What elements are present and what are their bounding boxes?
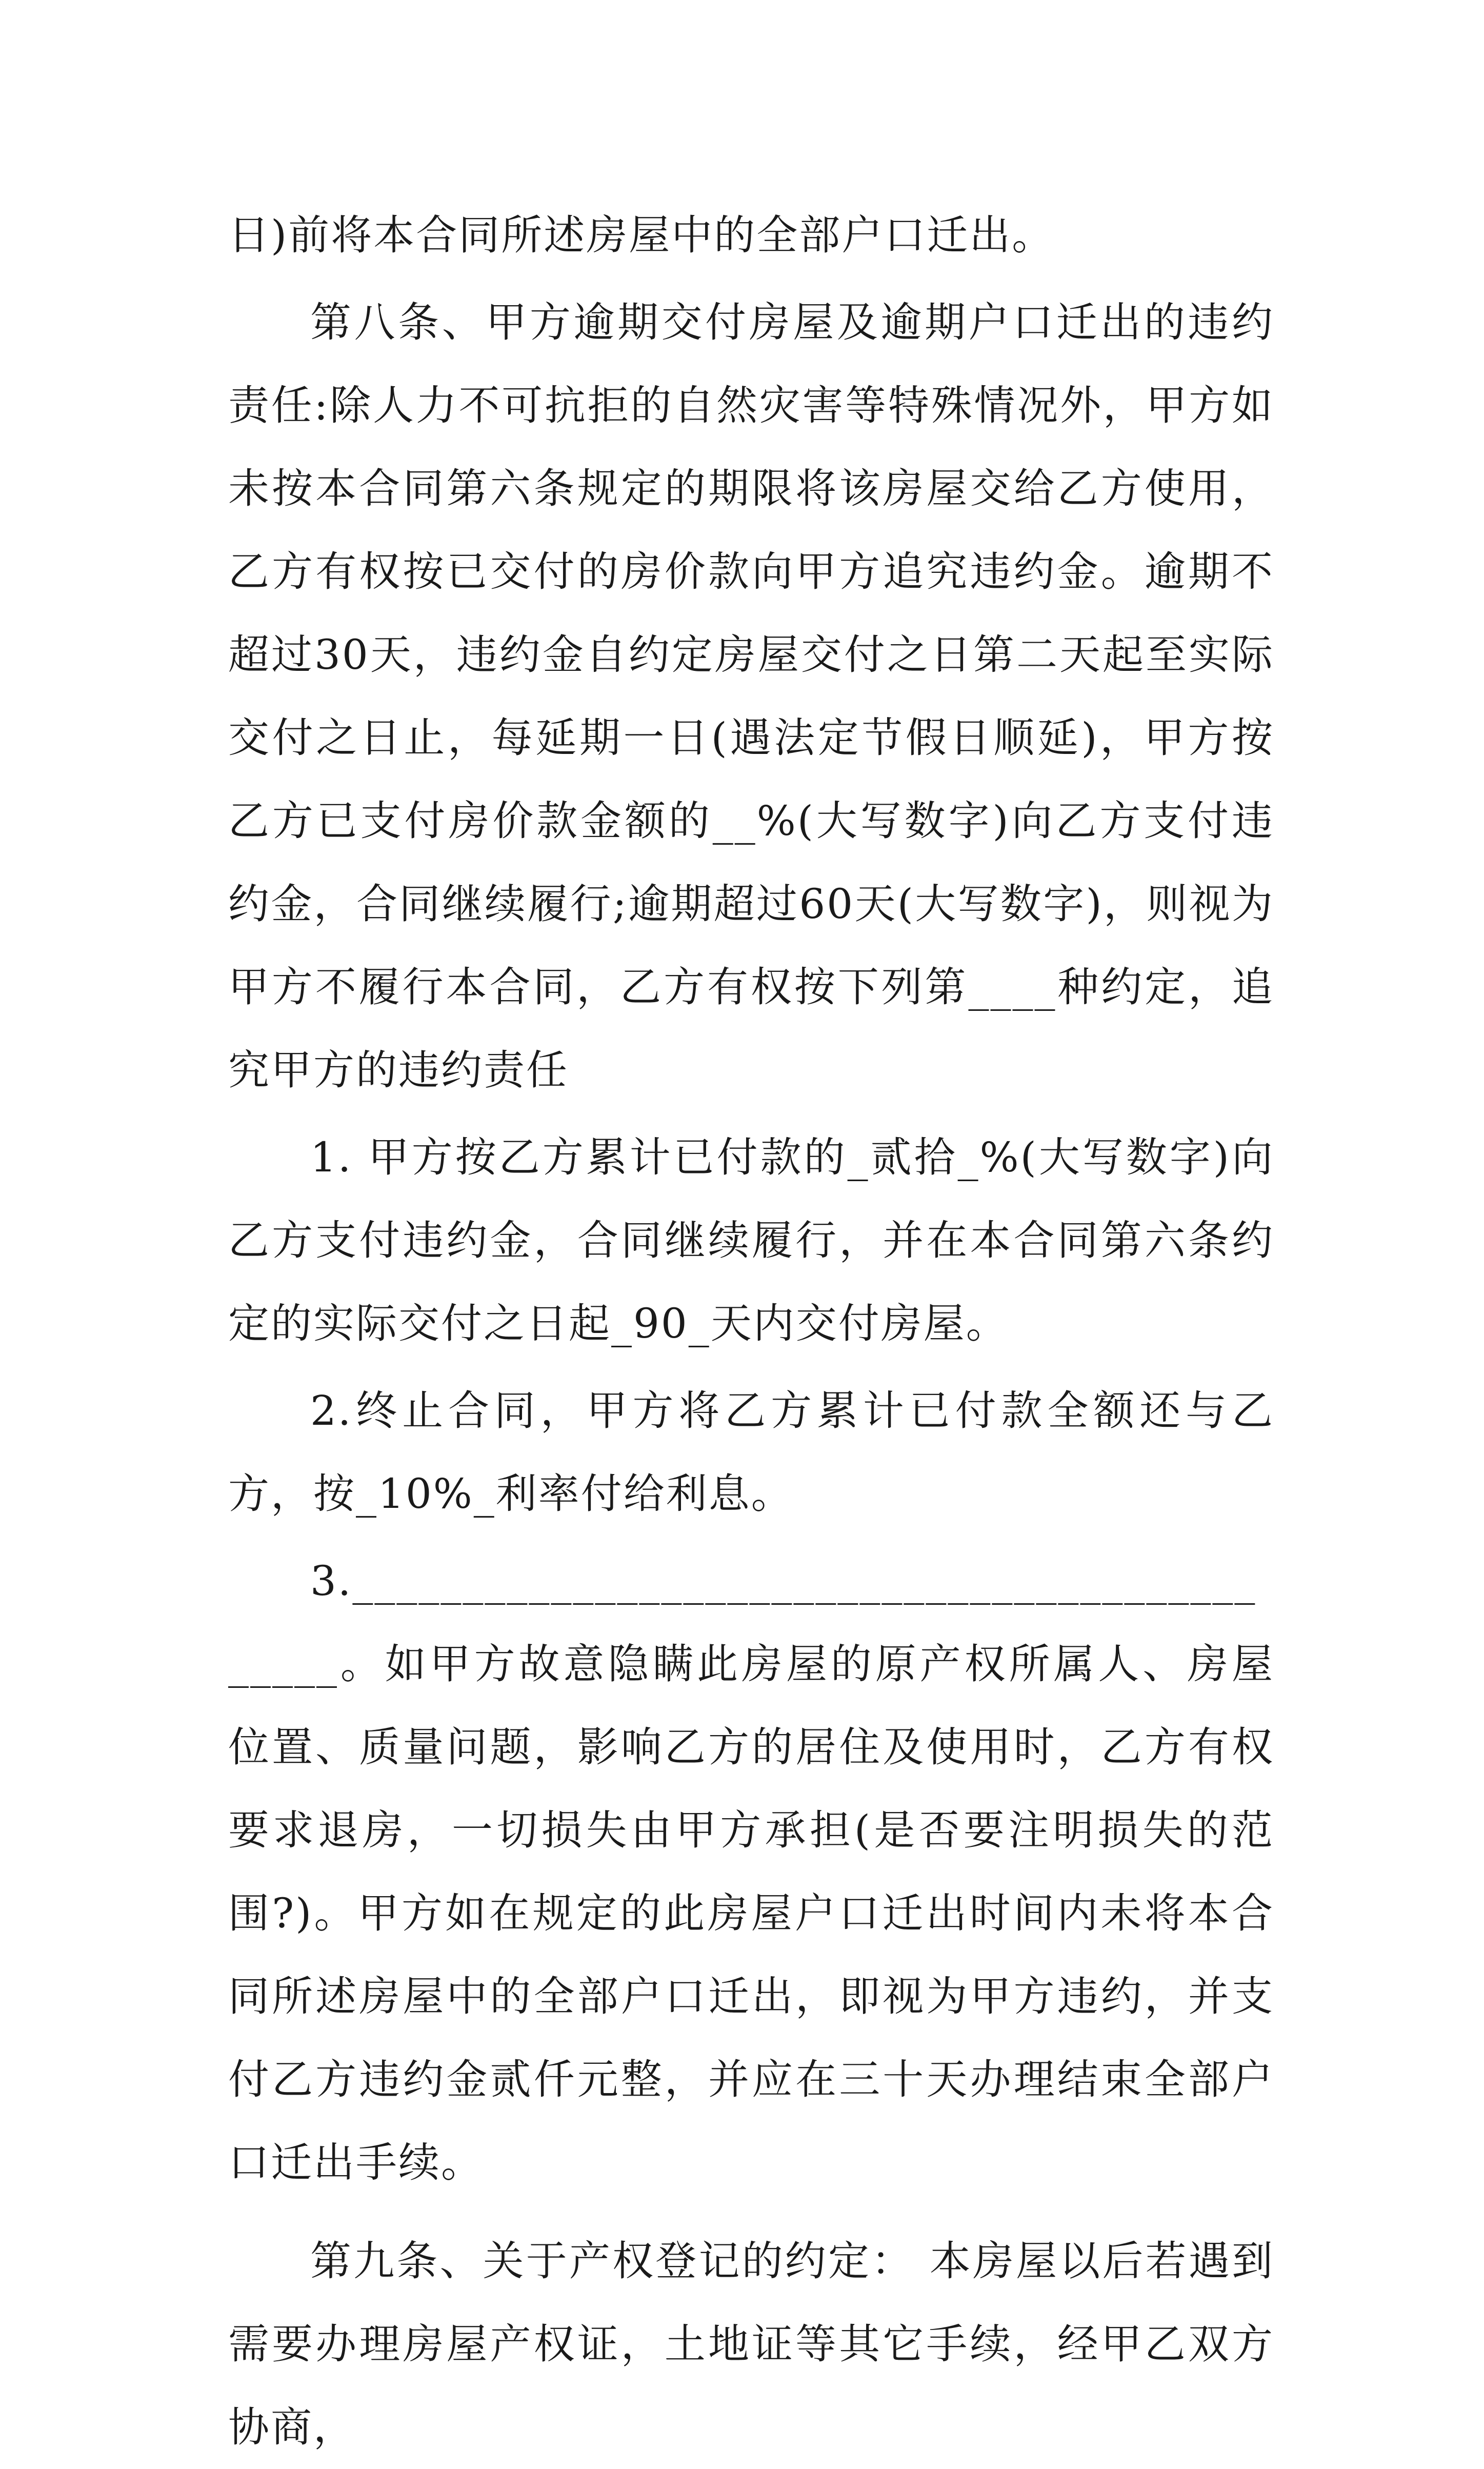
paragraph-option-1: 1. 甲方按乙方累计已付款的_贰拾_%(大写数字)向乙方支付违约金，合同继续履行，并在本合同第六条约定的实际交付之日起_90_天内交付房屋。 (228, 1133, 1274, 1347)
paragraph-option-3: 3.______________________________________________。如甲方故意隐瞒此房屋的原产权所属人、房屋位置、质量问题，影响乙方的居住及使用时，乙方有权要求退房，一切损失由甲方承担(是否要注明损失的范围?)。甲方如在规定的此房屋户口迁出时间内未将本合同所述房屋中的全部户口迁出，即视为甲方违约，并支付乙方违约金贰仟元整，并应在三十天办理结束全部户口迁出手续。 (228, 1557, 1274, 2186)
document-body (228, 194, 1274, 2469)
paragraph-household-removal: 日)前将本合同所述房屋中的全部户口迁出。 (228, 211, 1055, 259)
paragraph-article-9: 第九条、关于产权登记的约定： 本房屋以后若遇到需要办理房屋产权证，土地证等其它手续，经甲乙双方协商， (228, 2237, 1274, 2451)
paragraph-option-2: 2.终止合同，甲方将乙方累计已付款全额还与乙方，按_10%_利率付给利息。 (228, 1387, 1274, 1518)
paragraph-article-8: 第八条、甲方逾期交付房屋及逾期户口迁出的违约责任:除人力不可抗拒的自然灾害等特殊情况外，甲方如未按本合同第六条规定的期限将该房屋交给乙方使用，乙方有权按已交付的房价款向甲方追究违约金。逾期不超过30天，违约金自约定房屋交付之日第二天起至实际交付之日止，每延期一日(遇法定节假日顺延)，甲方按乙方已支付房价款金额的__%(大写数字)向乙方支付违约金，合同继续履行;逾期超过60天(大写数字)，则视为甲方不履行本合同，乙方有权按下列第____种约定，追究甲方的违约责任 (228, 298, 1274, 1094)
